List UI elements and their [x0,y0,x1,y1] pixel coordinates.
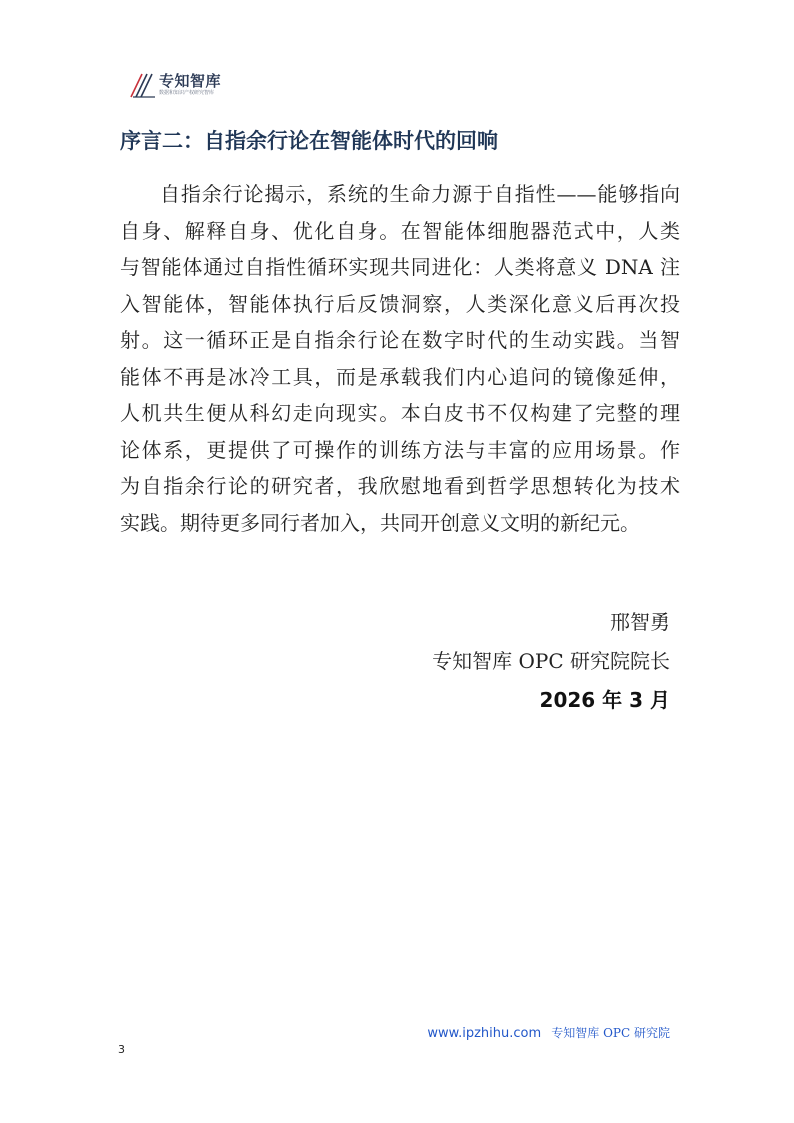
body-line: 与智能体通过自指性循环实现共同进化：人类将意义 DNA 注 [120,255,680,279]
logo-mark-icon [130,72,156,98]
body-line: 论体系，更提供了可操作的训练方法与丰富的应用场景。作 [120,437,680,462]
brand-logo [130,72,221,98]
page-number: 3 [118,1043,125,1056]
body-line: 入智能体，智能体执行后反馈洞察，人类深化意义后再次投 [120,291,680,316]
body-line: 射。这一循环正是自指余行论在数字时代的生动实践。当智 [120,328,680,352]
signature-date: 2026 年 3 月 [539,688,670,712]
body-line: 人机共生便从科幻走向现实。本白皮书不仅构建了完整的理 [120,401,680,425]
footer-website-link[interactable]: www.ipzhihu.com [427,1026,542,1041]
signature-block [432,604,670,721]
logo-tagline: 数据和知识产权研究智库 [159,90,215,96]
signature-name: 邢智勇 [610,610,670,634]
signature-position: 专知智库 OPC 研究院院长 [432,649,670,673]
body-line: 能体不再是冰冷工具，而是承载我们内心追问的镜像延伸， [120,364,680,389]
body-paragraph [120,176,680,541]
footer-org-name: 专知智库 OPC 研究院 [551,1026,670,1040]
page-footer [427,1024,670,1041]
body-line: 自身、解释自身、优化自身。在智能体细胞器范式中，人类 [120,218,680,243]
section-title: 序言二：自指余行论在智能体时代的回响 [120,129,498,153]
logo-text [159,73,221,97]
logo-name: 专知智库 [159,72,222,90]
body-line: 为自指余行论的研究者，我欣慰地看到哲学思想转化为技术 [120,474,680,498]
body-line: 自指余行论揭示，系统的生命力源于自指性——能够指向 [160,182,680,206]
body-line: 实践。期待更多同行者加入，共同开创意义文明的新纪元。 [120,510,640,535]
